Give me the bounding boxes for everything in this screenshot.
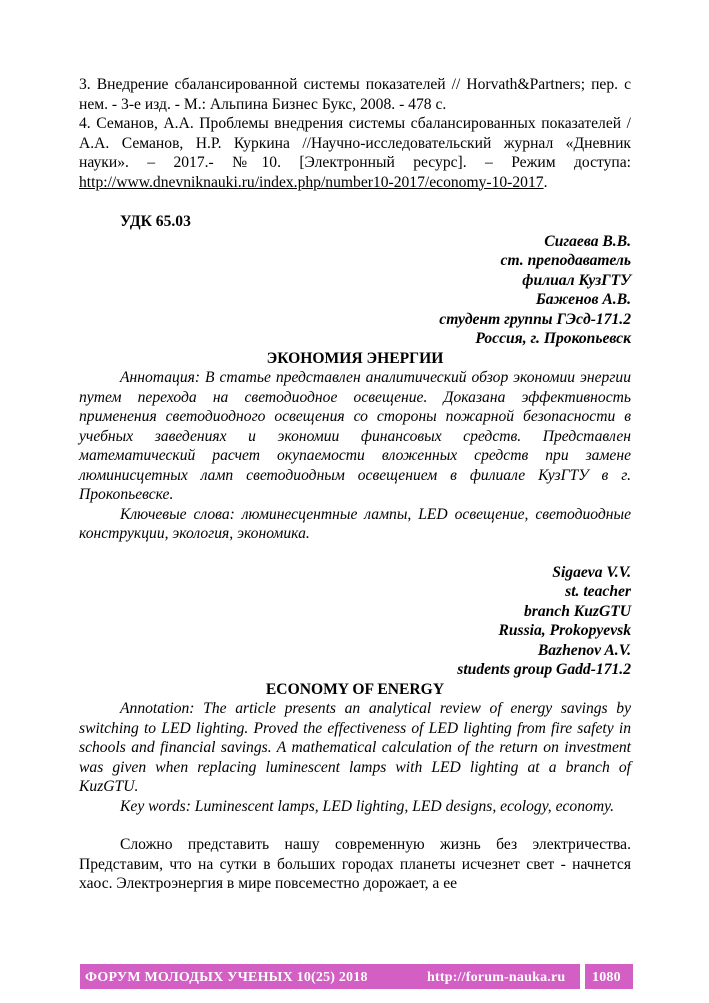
authors-ru xyxy=(79,232,631,349)
author-line: студент группы ГЭсд-171.2 xyxy=(439,310,631,328)
abstract-en: Annotation: The article presents an analytical review of energy savings by switching to LED lighting. Proved the effectiveness of LED lighting from fire safety in schools and financial savings. A mathematical calculation of the return on investment was given when replacing luminescent lamps with LED lighting at a branch of KuzGTU. xyxy=(79,700,631,795)
title-ru: ЭКОНОМИЯ ЭНЕРГИИ xyxy=(266,349,444,367)
author-line: Sigaeva V.V. xyxy=(552,563,631,581)
reference-4 xyxy=(79,114,631,192)
authors-en xyxy=(79,563,631,680)
keywords-ru: Ключевые слова: люминесцентные лампы, LED освещение, светодиодные конструкции, экология, экономика. xyxy=(79,505,631,542)
page-footer xyxy=(80,964,633,989)
author-line: students group Gadd-171.2 xyxy=(457,661,631,678)
author-line: филиал КузГТУ xyxy=(522,271,631,289)
title-en: ECONOMY OF ENERGY xyxy=(265,680,445,698)
page-number: 1080 xyxy=(592,970,621,985)
author-line: Bazhenov A.V. xyxy=(537,641,631,659)
reference-3: 3. Внедрение сбалансированной системы показателей // Horvath&Partners; пер. с нем. - 3-е изд. - М.: Альпина Бизнес Букс, 2008. - 478 с. xyxy=(79,76,631,113)
page-content xyxy=(79,75,631,894)
author-line: Россия, г. Прокопьевск xyxy=(475,330,631,347)
author-line: branch KuzGTU xyxy=(523,602,631,620)
reference-4-link[interactable]: http://www.dnevniknauki.ru/index.php/number10-2017/economy-10-2017 xyxy=(79,173,544,191)
journal-name: ФОРУМ МОЛОДЫХ УЧЕНЫХ 10(25) 2018 xyxy=(85,970,368,985)
author-line: Сигаева В.В. xyxy=(544,232,631,250)
keywords-en: Key words: Luminescent lamps, LED lighting, LED designs, ecology, economy. xyxy=(120,797,615,815)
udk-code: УДК 65.03 xyxy=(120,213,191,230)
reference-4-text: 4. Семанов, А.А. Проблемы внедрения системы сбалансированных показателей /А.А. Семанов, Н.Р. Куркина //Научно-исследовательский журнал «Дневник науки». – 2017.- №10. [Электронный ресурс]. – Режим доступа: xyxy=(79,115,631,171)
abstract-ru: Аннотация: В статье представлен аналитический обзор экономии энергии путем перехода на светодиодное освещение. Доказана эффективность применения светодиодного освещения со стороны пожарной безопасности в учебных заведениях и экономии финансовых средств. Представлен математический расчет окупаемости вложенных средств при замене люминисцетных ламп светодиодным освещением в филиале КузГТУ в г. Прокопьевске. xyxy=(79,369,631,503)
author-line: Russia, Prokopyevsk xyxy=(498,622,631,639)
journal-url[interactable]: http://forum-nauka.ru xyxy=(427,970,566,985)
body-paragraph: Сложно представить нашу современную жизнь без электричества. Представим, что на сутки в больших городах планеты исчезнет свет - начнется хаос. Электроэнергия в мире повсеместно дорожает, а ее xyxy=(79,836,631,892)
author-line: Баженов А.В. xyxy=(535,291,631,308)
author-line: st. teacher xyxy=(565,583,631,600)
reference-4-tail: . xyxy=(543,173,548,191)
author-line: ст. преподаватель xyxy=(500,252,631,269)
